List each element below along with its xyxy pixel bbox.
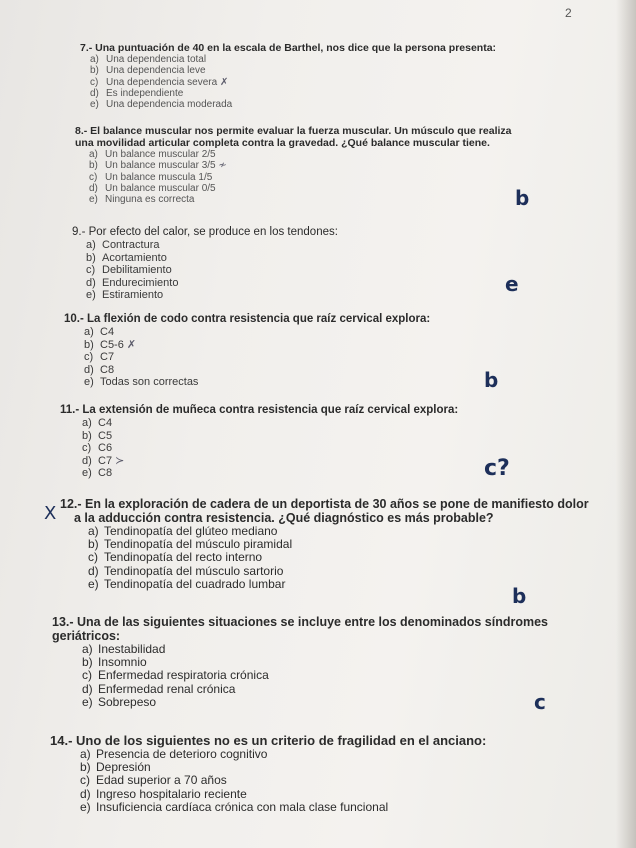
question-stem-line1: 13.- Una de las siguientes situaciones se incluye entre los denominados síndromes	[52, 615, 548, 629]
question-9	[72, 226, 636, 302]
option-c: c) Un balance muscula 1/5	[89, 171, 213, 183]
handwritten-answer-q13: c	[534, 690, 546, 714]
option-b: b) Insomnio	[82, 655, 147, 670]
question-stem-line1: 8.- El balance muscular nos permite evaluar la fuerza muscular. Un músculo que realiza	[75, 125, 512, 137]
question-stem-line2: a la adducción contra resistencia. ¿Qué diagnóstico es más probable?	[74, 511, 494, 525]
page-number: 2	[565, 6, 572, 20]
handwritten-margin-mark-q12: X	[44, 503, 57, 524]
option-a: a) C4	[84, 326, 115, 338]
question-12	[60, 497, 636, 591]
option-c: c) Enfermedad respiratoria crónica	[82, 668, 269, 683]
question-stem: 14.- Uno de los siguientes no es un criterio de fragilidad en el anciano:	[50, 733, 487, 748]
question-11	[60, 404, 636, 480]
option-a: a) Presencia de deterioro cognitivo	[80, 747, 268, 761]
option-c: c) Debilitamiento	[86, 264, 172, 277]
option-a: a) Un balance muscular 2/5	[89, 149, 216, 160]
option-b: b) Depresión	[80, 760, 151, 775]
option-d: d) Enfermedad renal crónica	[82, 681, 236, 696]
option-d: d) Tendinopatía del músculo sartorio	[88, 563, 284, 578]
handwritten-answer-q8: b	[515, 186, 530, 210]
option-e: e) Insuficiencia cardíaca crónica con mala clase funcional	[80, 799, 389, 814]
option-b: b) C5-6 ✗	[84, 338, 137, 351]
option-b: b) Un balance muscular 3/5 ≁	[89, 160, 227, 172]
question-stem-line2: una movilidad articular completa contra la gravedad. ¿Qué balance muscular tiene.	[75, 137, 490, 149]
handwritten-answer-q9: e	[505, 272, 519, 296]
option-a: a) C4	[82, 417, 113, 429]
question-14	[50, 734, 636, 814]
option-d: d) C7 ≻	[82, 454, 125, 467]
option-a: a) Contractura	[86, 239, 160, 251]
option-a: a) Inestabilidad	[82, 642, 166, 656]
option-e: e) Una dependencia moderada	[90, 99, 233, 111]
question-10	[64, 313, 636, 389]
question-13	[52, 615, 636, 709]
option-e: e) C8	[82, 467, 113, 480]
question-stem: 9.- Por efecto del calor, se produce en los tendones:	[72, 226, 338, 238]
option-d: d) Ingreso hospitalario reciente	[80, 786, 247, 801]
option-c: c) Una dependencia severa ✗	[90, 76, 229, 88]
handwritten-answer-q12: b	[512, 584, 527, 608]
option-e: e) Tendinopatía del cuadrado lumbar	[88, 576, 286, 591]
option-d: d) Es independiente	[90, 87, 184, 99]
question-stem-line1: 12.- En la exploración de cadera de un deportista de 30 años se pone de manifiesto dolor	[60, 497, 589, 511]
option-c: c) Tendinopatía del recto interno	[88, 550, 263, 565]
option-d: d) Endurecimiento	[86, 276, 179, 289]
question-stem: 7.- Una puntuación de 40 en la escala de Barthel, nos dice que la persona presenta:	[80, 42, 497, 54]
question-7	[80, 42, 636, 110]
option-b: b) Acortamiento	[86, 251, 167, 264]
option-e: e) Ninguna es correcta	[89, 194, 195, 206]
option-d: d) Un balance muscular 0/5	[89, 182, 216, 194]
question-stem-line2: geriátricos:	[52, 629, 121, 643]
question-stem: 10.- La flexión de codo contra resistencia que raíz cervical explora:	[64, 313, 431, 325]
option-e: e) Todas son correctas	[84, 376, 199, 389]
cross-mark-icon: ✗	[219, 76, 229, 88]
option-b: b) C5	[82, 429, 113, 442]
option-a: a) Una dependencia total	[90, 54, 207, 65]
option-e: e) Sobrepeso	[82, 694, 157, 709]
option-b: b) Tendinopatía del músculo piramidal	[88, 537, 293, 552]
option-d: d) C8	[84, 363, 115, 376]
option-c: c) C7	[84, 351, 115, 364]
option-c: c) Edad superior a 70 años	[80, 773, 227, 788]
handwritten-answer-q11: c?	[484, 456, 510, 481]
option-c: c) C6	[82, 442, 113, 455]
cross-mark-icon: ≻	[115, 454, 125, 467]
scribble-mark-icon: ≁	[218, 160, 227, 172]
question-stem: 11.- La extensión de muñeca contra resistencia que raíz cervical explora:	[60, 404, 459, 416]
option-a: a) Tendinopatía del glúteo mediano	[88, 524, 278, 538]
handwritten-answer-q10: b	[484, 368, 499, 392]
option-e: e) Estiramiento	[86, 289, 164, 302]
option-b: b) Una dependencia leve	[90, 65, 206, 77]
question-8	[75, 125, 636, 205]
cross-mark-icon: ✗	[126, 338, 137, 351]
